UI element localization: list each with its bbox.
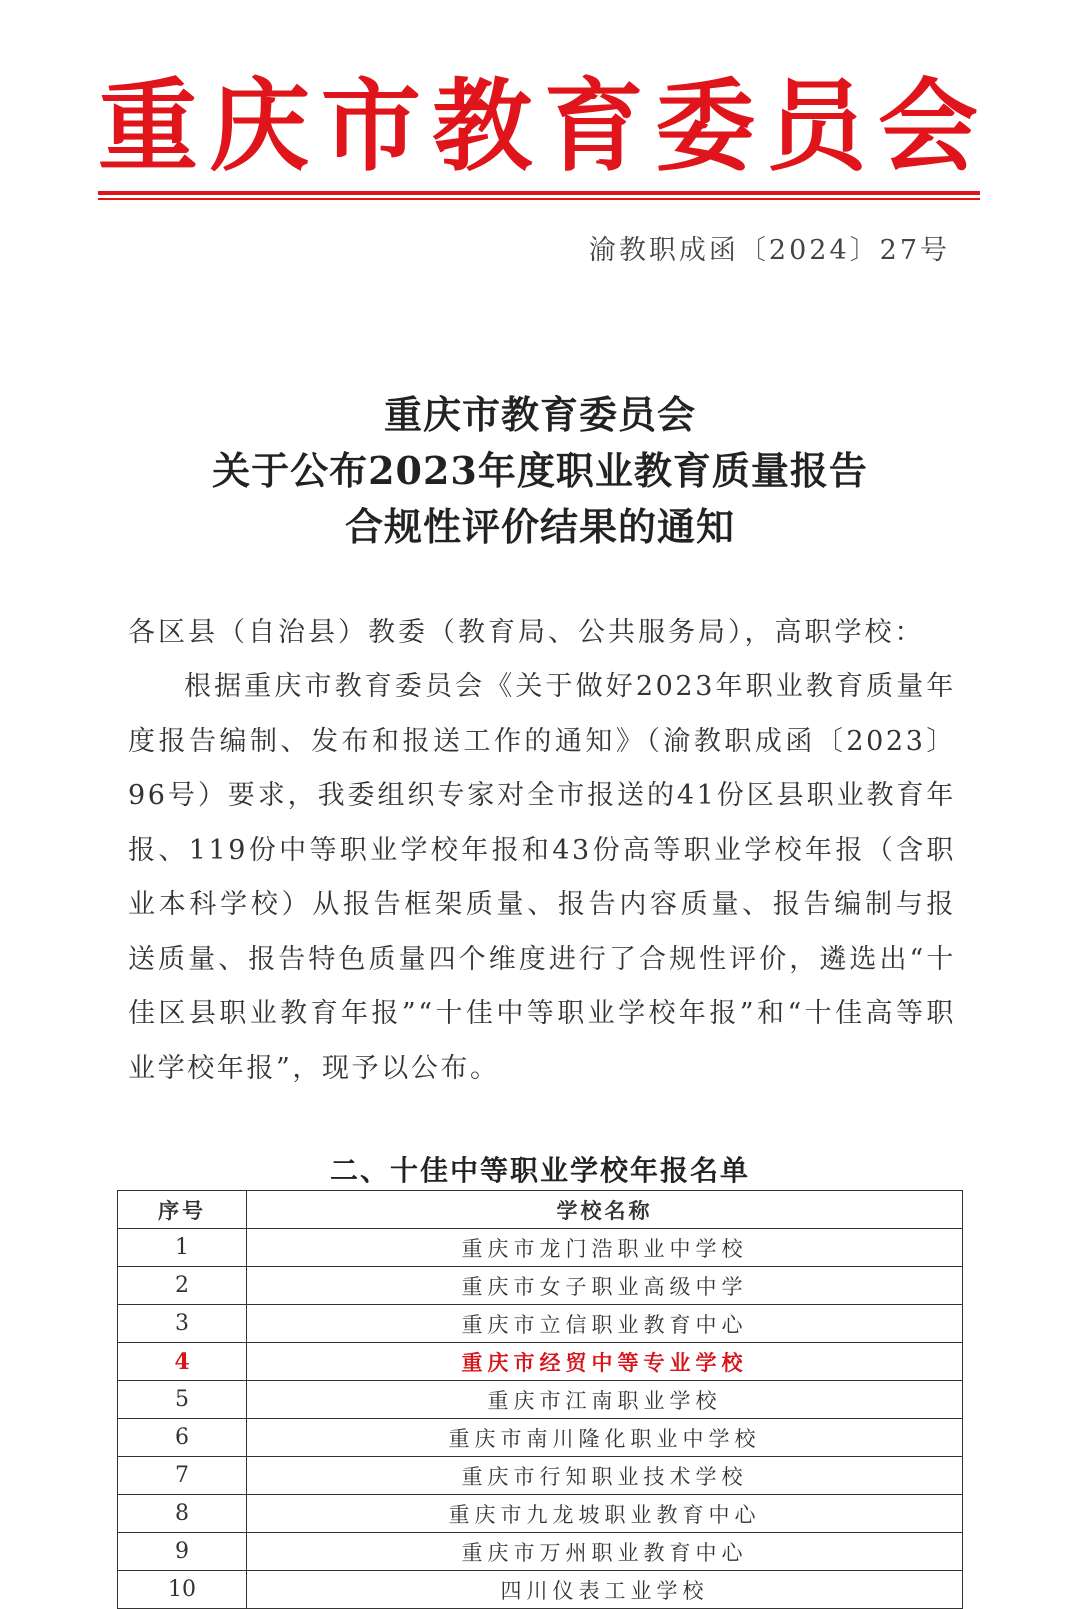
row-number: 2 <box>118 1267 247 1305</box>
document-title-line-1: 重庆市教育委员会 <box>383 392 696 437</box>
table-header-row <box>118 1191 963 1229</box>
row-number: 5 <box>118 1381 247 1419</box>
letterhead-divider-thin <box>98 198 980 200</box>
table-title: 二、十佳中等职业学校年报名单 <box>329 1154 750 1187</box>
school-name: 重庆市女子职业高级中学 <box>247 1267 963 1305</box>
row-number: 10 <box>118 1571 247 1609</box>
table-row <box>118 1267 963 1305</box>
row-number: 4 <box>118 1343 247 1381</box>
school-name: 重庆市万州职业教育中心 <box>247 1533 963 1571</box>
table-row <box>118 1457 963 1495</box>
row-number: 6 <box>118 1419 247 1457</box>
letterhead-char: 教 <box>432 68 533 185</box>
letterhead-char: 育 <box>543 68 644 185</box>
row-number: 8 <box>118 1495 247 1533</box>
document-title-line-3: 合规性评价结果的通知 <box>344 504 735 549</box>
row-number: 3 <box>118 1305 247 1343</box>
school-name: 重庆市立信职业教育中心 <box>247 1305 963 1343</box>
letterhead-char: 委 <box>655 68 756 185</box>
table-row <box>118 1229 963 1267</box>
document-number: 渝教职成函〔2024〕27号 <box>588 235 950 266</box>
letterhead-char: 员 <box>766 68 867 185</box>
table-row <box>118 1571 963 1609</box>
school-name: 重庆市九龙坡职业教育中心 <box>247 1495 963 1533</box>
column-header-school-name: 学校名称 <box>247 1191 963 1229</box>
table-row-highlighted <box>118 1343 963 1381</box>
school-name: 重庆市行知职业技术学校 <box>247 1457 963 1495</box>
letterhead-char: 庆 <box>209 68 310 185</box>
letterhead-divider <box>98 191 980 195</box>
school-name: 四川仪表工业学校 <box>247 1571 963 1609</box>
school-name: 重庆市龙门浩职业中学校 <box>247 1229 963 1267</box>
letterhead-org-name <box>98 62 978 192</box>
letterhead-char: 重 <box>98 68 198 185</box>
body-paragraph: 根据重庆市教育委员会《关于做好2023年职业教育质量年度报告编制、发布和报送工作的通知》（渝教职成函〔2023〕96号）要求，我委组织专家对全市报送的41份区县职业教育年报、119份中等职业学校年报和43份高等职业学校年报（含职业本科学校）从报告框架质量、报告内容质量、报告编制与报送质量、报告特色质量四个维度进行了合规性评价，遴选出“十佳区县职业教育年报”“十佳中等职业学校年报”和“十佳高等职业学校年报”，现予以公布。 <box>128 671 956 1084</box>
school-list-table <box>117 1190 963 1609</box>
letterhead-char: 会 <box>877 68 978 185</box>
table-row <box>118 1305 963 1343</box>
table-row <box>118 1533 963 1571</box>
table-row <box>118 1419 963 1457</box>
table-row <box>118 1381 963 1419</box>
school-name: 重庆市南川隆化职业中学校 <box>247 1419 963 1457</box>
salutation: 各区县（自治县）教委（教育局、公共服务局），高职学校： <box>128 617 925 648</box>
document-title-line-2: 关于公布2023年度职业教育质量报告 <box>212 448 868 493</box>
row-number: 7 <box>118 1457 247 1495</box>
column-header-number: 序号 <box>118 1191 247 1229</box>
table-row <box>118 1495 963 1533</box>
row-number: 9 <box>118 1533 247 1571</box>
school-name: 重庆市江南职业学校 <box>247 1381 963 1419</box>
letterhead-char: 市 <box>320 68 421 185</box>
school-name: 重庆市经贸中等专业学校 <box>247 1343 963 1381</box>
row-number: 1 <box>118 1229 247 1267</box>
